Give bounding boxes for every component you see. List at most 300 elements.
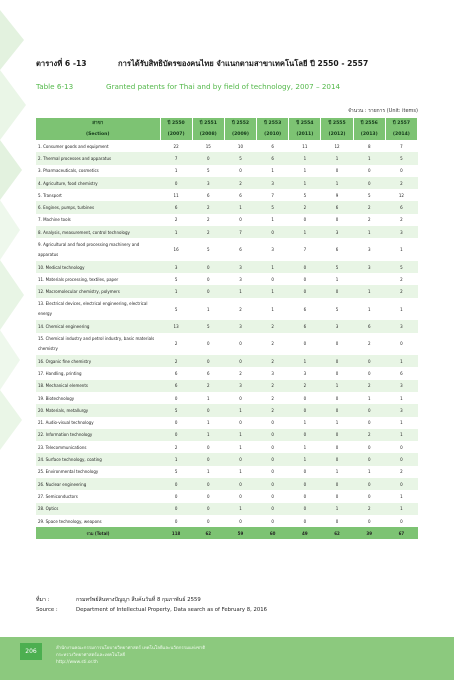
footer-link[interactable]: http://www.sti.or.th <box>56 660 98 665</box>
table-row <box>36 273 418 285</box>
header-row-years <box>36 118 418 129</box>
row-label: 4. Agriculture, food chemistry <box>36 177 160 189</box>
cell-value: 0 <box>160 503 192 515</box>
decorative-triangles <box>0 10 40 490</box>
cell-value: 6 <box>321 201 353 213</box>
row-label: 5. Transport <box>38 192 62 198</box>
cell-value: 0 <box>271 276 274 282</box>
table-row <box>36 152 418 164</box>
cell-value: 1 <box>321 177 353 189</box>
cell-value: 0 <box>335 518 339 524</box>
cell-value: 8 <box>367 143 371 149</box>
row-label: 20. Materials, metallurgy <box>36 404 160 416</box>
footer-line: กระทรวงวิทยาศาสตร์และเทคโนโลยี <box>56 653 125 658</box>
cell-value: 22 <box>173 143 179 149</box>
cell-value: 1 <box>400 493 403 499</box>
cell-value: 0 <box>174 395 178 401</box>
cell-value: 1 <box>289 152 321 164</box>
cell-value: 2 <box>385 177 417 189</box>
cell-value: 1 <box>321 152 353 164</box>
cell-value: 1 <box>303 444 307 450</box>
cell-value: 6 <box>239 247 242 253</box>
header-field-english: (Section) <box>36 129 160 140</box>
cell-value: 2 <box>239 306 242 312</box>
row-label: 7. Machine tools <box>38 217 71 223</box>
cell-value: 6 <box>385 201 417 213</box>
cell-value: 2 <box>400 276 403 282</box>
cell-value: 1 <box>335 420 339 426</box>
cell-value: 3 <box>192 177 224 189</box>
header-year-english: (2011) <box>289 129 321 140</box>
cell-value: 5 <box>207 168 210 174</box>
page-number: 206 <box>20 643 42 660</box>
cell-value: 11 <box>173 192 179 198</box>
cell-value: 2 <box>224 177 256 189</box>
cell-value: 3 <box>239 276 242 282</box>
cell-value: 0 <box>385 453 417 465</box>
cell-value: 0 <box>335 493 339 499</box>
cell-value: 6 <box>174 371 178 376</box>
cell-value: 1 <box>207 420 210 426</box>
table-row <box>36 503 418 515</box>
cell-value: 0 <box>367 420 371 426</box>
cell-value: 1 <box>335 276 339 282</box>
cell-value: 0 <box>207 341 210 347</box>
header-year-english: (2013) <box>353 129 385 140</box>
table-row <box>36 214 418 226</box>
cell-value: 0 <box>192 453 224 465</box>
table-row <box>36 441 418 453</box>
cell-value: 6 <box>271 143 274 149</box>
cell-value: 5 <box>224 152 256 164</box>
cell-value: 0 <box>192 503 224 515</box>
cell-value: 0 <box>207 444 210 450</box>
row-label: 11. Materials processing, textiles, paper <box>38 276 119 282</box>
cell-value: 0 <box>303 341 307 347</box>
cell-value: 3 <box>321 226 353 238</box>
cell-value: 0 <box>257 453 289 465</box>
header-year-thai: ปี 2555 <box>321 118 353 129</box>
cell-value: 3 <box>224 320 256 332</box>
cell-value: 2 <box>257 355 289 367</box>
cell-value: 1 <box>160 453 192 465</box>
cell-value: 2 <box>400 217 403 223</box>
cell-value: 6 <box>400 371 403 376</box>
cell-value: 0 <box>303 276 307 282</box>
source-label-thai: ที่มา : <box>36 597 50 603</box>
cell-value: 2 <box>257 404 289 416</box>
cell-value: 5 <box>207 247 210 253</box>
cell-value: 7 <box>303 247 307 253</box>
row-label: 8. Analysis, measurement, control technology <box>36 226 160 238</box>
row-label: 17. Handling, printing <box>38 371 82 376</box>
cell-value: 1 <box>224 429 256 441</box>
cell-value: 1 <box>192 429 224 441</box>
row-label: 10. Medical technology <box>36 261 160 273</box>
source-text-english: Department of Intellectual Property, Data search as of February 8, 2016 <box>76 607 267 613</box>
page-title-thai <box>36 58 368 70</box>
cell-value: 1 <box>385 355 417 367</box>
row-label: 25. Environmental technology <box>38 469 99 475</box>
table-row <box>36 140 418 152</box>
cell-value: 0 <box>239 420 242 426</box>
cell-value: 3 <box>224 380 256 392</box>
cell-value: 7 <box>160 152 192 164</box>
cell-value: 0 <box>207 493 210 499</box>
cell-value: 5 <box>174 469 178 475</box>
cell-value: 0 <box>257 226 289 238</box>
cell-value: 0 <box>289 285 321 297</box>
cell-value: 1 <box>224 285 256 297</box>
cell-value: 0 <box>257 429 289 441</box>
cell-value: 0 <box>335 341 339 347</box>
cell-value: 1 <box>321 380 353 392</box>
cell-value: 1 <box>400 306 403 312</box>
cell-value: 5 <box>174 276 178 282</box>
cell-value: 0 <box>271 469 274 475</box>
table-row <box>36 466 418 478</box>
cell-value: 3 <box>367 247 371 253</box>
unit-note: จำนวน : รายการ (Unit: items) <box>347 108 418 114</box>
cell-value: 12 <box>334 143 340 149</box>
cell-value: 1 <box>335 469 339 475</box>
table-row <box>36 367 418 379</box>
source-note <box>36 596 267 618</box>
table-row <box>36 165 418 177</box>
cell-value: 5 <box>385 261 417 273</box>
cell-value: 1 <box>160 226 192 238</box>
cell-value: 5 <box>192 320 224 332</box>
cell-value: 1 <box>239 469 242 475</box>
cell-value: 0 <box>303 518 307 524</box>
cell-value: 1 <box>321 503 353 515</box>
cell-value: 0 <box>335 395 339 401</box>
cell-value: 0 <box>353 478 385 490</box>
cell-value: 0 <box>321 355 353 367</box>
table-row <box>36 298 418 321</box>
row-label: 28. Optics <box>36 503 160 515</box>
table-row <box>36 404 418 416</box>
cell-value: 1 <box>385 503 417 515</box>
cell-value: 0 <box>321 285 353 297</box>
cell-value: 6 <box>257 152 289 164</box>
cell-value: 0 <box>160 478 192 490</box>
cell-value: 2 <box>271 395 274 401</box>
cell-value: 6 <box>335 247 339 253</box>
cell-value: 2 <box>192 226 224 238</box>
cell-value: 5 <box>335 306 339 312</box>
cell-value: 5 <box>385 152 417 164</box>
row-label: 1. Consumer goods and equipment <box>38 143 109 149</box>
cell-value: 0 <box>239 341 242 347</box>
cell-value: 0 <box>335 371 339 376</box>
cell-value: 0 <box>400 518 403 524</box>
cell-value: 1 <box>271 168 274 174</box>
cell-value: 0 <box>289 503 321 515</box>
cell-value: 0 <box>353 177 385 189</box>
cell-value: 0 <box>271 493 274 499</box>
cell-value: 3 <box>160 261 192 273</box>
row-label: 12. Macromolecular chemistry, polymers <box>36 285 160 297</box>
cell-value: 3 <box>385 226 417 238</box>
row-label: 16. Organic fine chemistry <box>36 355 160 367</box>
cell-value: 15 <box>205 143 211 149</box>
cell-value: 0 <box>321 453 353 465</box>
cell-value: 3 <box>303 371 307 376</box>
cell-value: 13 <box>160 320 192 332</box>
cell-value: 0 <box>224 453 256 465</box>
table-row <box>36 355 418 367</box>
cell-value: 0 <box>289 404 321 416</box>
cell-value: 0 <box>160 429 192 441</box>
cell-value: 1 <box>174 168 178 174</box>
cell-value: 7 <box>400 143 403 149</box>
cell-value: 1 <box>289 177 321 189</box>
cell-value: 1 <box>353 285 385 297</box>
source-label-english: Source : <box>36 607 58 613</box>
cell-value: 1 <box>239 444 242 450</box>
cell-value: 0 <box>192 261 224 273</box>
cell-value: 16 <box>173 247 179 253</box>
cell-value: 0 <box>224 478 256 490</box>
cell-value: 2 <box>353 380 385 392</box>
header-year-thai: ปี 2551 <box>192 118 224 129</box>
cell-value: 0 <box>192 152 224 164</box>
cell-value: 0 <box>400 341 403 347</box>
cell-value: 6 <box>289 320 321 332</box>
row-label: 15. Chemical industry and petrol industry, basic materials chemistry <box>38 335 155 351</box>
header-field-thai: สาขา <box>36 118 160 129</box>
row-label: 21. Audio-visual technology <box>38 420 94 426</box>
header-year-thai: ปี 2557 <box>385 118 417 129</box>
cell-value <box>353 273 385 285</box>
total-value: 62 <box>192 527 224 539</box>
patents-table <box>36 118 418 539</box>
total-value: 49 <box>289 527 321 539</box>
cell-value: 12 <box>398 192 404 198</box>
row-label: 3. Pharmaceuticals, cosmetics <box>38 168 99 174</box>
cell-value: 0 <box>257 503 289 515</box>
cell-value: 0 <box>174 420 178 426</box>
cell-value: 5 <box>303 192 307 198</box>
cell-value: 0 <box>385 478 417 490</box>
cell-value: 0 <box>207 518 210 524</box>
cell-value: 6 <box>207 371 210 376</box>
header-year-thai: ปี 2552 <box>224 118 256 129</box>
cell-value: 2 <box>160 355 192 367</box>
cell-value: 2 <box>289 380 321 392</box>
cell-value: 0 <box>321 478 353 490</box>
cell-value: 0 <box>239 168 242 174</box>
row-label: 2. Thermal processes and apparatus <box>36 152 160 164</box>
table-row <box>36 417 418 429</box>
cell-value: 0 <box>239 493 242 499</box>
cell-value: 0 <box>192 285 224 297</box>
cell-value: 0 <box>303 493 307 499</box>
total-label: รวม (Total) <box>36 527 160 539</box>
cell-value: 0 <box>321 429 353 441</box>
cell-value: 0 <box>289 429 321 441</box>
cell-value: 0 <box>271 444 274 450</box>
header-year-thai: ปี 2550 <box>160 118 192 129</box>
table-row <box>36 189 418 201</box>
cell-value: 2 <box>192 380 224 392</box>
cell-value: 1 <box>224 503 256 515</box>
table-row <box>36 453 418 465</box>
header-year-english: (2014) <box>385 129 417 140</box>
cell-value: 1 <box>367 395 371 401</box>
cell-value: 3 <box>385 404 417 416</box>
total-value: 60 <box>257 527 289 539</box>
cell-value: 2 <box>174 217 178 223</box>
cell-value: 5 <box>367 192 371 198</box>
cell-value: 0 <box>303 395 307 401</box>
cell-value: 0 <box>400 168 403 174</box>
cell-value: 0 <box>335 168 339 174</box>
cell-value: 0 <box>289 478 321 490</box>
table-row <box>36 238 418 261</box>
cell-value: 9 <box>335 192 339 198</box>
table-number-thai: ตารางที่ 6 -13 <box>36 59 87 68</box>
cell-value: 1 <box>207 469 210 475</box>
cell-value: 1 <box>400 247 403 253</box>
cell-value: 0 <box>271 420 274 426</box>
cell-value: 2 <box>271 341 274 347</box>
cell-value: 2 <box>367 217 371 223</box>
header-year-thai: ปี 2556 <box>353 118 385 129</box>
cell-value: 2 <box>174 444 178 450</box>
cell-value: 0 <box>239 518 242 524</box>
cell-value: 3 <box>385 380 417 392</box>
row-label: 24. Surface technology, coating <box>36 453 160 465</box>
cell-value: 1 <box>353 152 385 164</box>
cell-value: 0 <box>353 404 385 416</box>
total-value: 67 <box>385 527 417 539</box>
cell-value: 11 <box>302 143 308 149</box>
row-label: 13. Electrical devices, electrical engineering, electrical energy <box>38 301 148 317</box>
header-row-years-en <box>36 129 418 140</box>
cell-value: 1 <box>257 285 289 297</box>
page-title-english <box>36 82 340 91</box>
cell-value: 0 <box>239 395 242 401</box>
table-number-english: Table 6-13 <box>36 82 74 91</box>
total-row <box>36 527 418 539</box>
cell-value: 1 <box>224 201 256 213</box>
cell-value: 6 <box>303 306 307 312</box>
cell-value: 1 <box>271 217 274 223</box>
row-label: 9. Agricultural and food processing machinery and apparatus <box>38 241 140 257</box>
cell-value: 5 <box>257 201 289 213</box>
cell-value: 1 <box>367 306 371 312</box>
cell-value: 6 <box>353 320 385 332</box>
cell-value: 0 <box>192 478 224 490</box>
row-label: 6. Engines, pumps, turbines <box>36 201 160 213</box>
cell-value: 0 <box>289 261 321 273</box>
cell-value: 5 <box>174 306 178 312</box>
cell-value: 2 <box>353 429 385 441</box>
cell-value: 3 <box>224 261 256 273</box>
source-text-thai: กรมทรัพย์สินทางปัญญา สืบค้นวันที่ 8 กุมภาพันธ์ 2559 <box>76 597 201 603</box>
cell-value: 5 <box>321 261 353 273</box>
table-row <box>36 320 418 332</box>
total-value: 59 <box>224 527 256 539</box>
cell-value: 2 <box>192 201 224 213</box>
cell-value: 5 <box>160 404 192 416</box>
cell-value: 1 <box>289 226 321 238</box>
footer-line: สำนักงานคณะกรรมการนโยบายวิทยาศาสตร์ เทคโนโลยีและนวัตกรรมแห่งชาติ <box>56 646 206 651</box>
cell-value: 0 <box>174 518 178 524</box>
cell-value: 6 <box>239 192 242 198</box>
header-year-english: (2008) <box>192 129 224 140</box>
total-value: 118 <box>160 527 192 539</box>
cell-value: 1 <box>400 395 403 401</box>
cell-value: 2 <box>400 469 403 475</box>
cell-value: 0 <box>257 478 289 490</box>
header-year-english: (2010) <box>257 129 289 140</box>
cell-value: 0 <box>367 493 371 499</box>
row-label: 23. Telecommunications <box>38 444 87 450</box>
cell-value: 0 <box>353 453 385 465</box>
cell-value: 10 <box>237 143 244 149</box>
cell-value: 1 <box>303 420 307 426</box>
cell-value: 1 <box>271 306 274 312</box>
table-row <box>36 515 418 527</box>
row-label: 22. Information technology <box>36 429 160 441</box>
cell-value: 0 <box>321 404 353 416</box>
cell-value: 1 <box>160 285 192 297</box>
cell-value: 6 <box>160 380 192 392</box>
cell-value: 0 <box>271 518 274 524</box>
cell-value: 0 <box>335 444 339 450</box>
header-year-thai: ปี 2554 <box>289 118 321 129</box>
cell-value: 0 <box>303 217 307 223</box>
cell-value: 0 <box>367 168 371 174</box>
cell-value: 1 <box>367 469 371 475</box>
cell-value: 3 <box>271 371 274 376</box>
cell-value: 0 <box>192 355 224 367</box>
total-value: 39 <box>353 527 385 539</box>
row-label: 26. Nuclear engineering <box>36 478 160 490</box>
cell-value: 2 <box>174 341 178 347</box>
cell-value: 2 <box>367 341 371 347</box>
table-row <box>36 261 418 273</box>
table-row <box>36 333 418 356</box>
title-text-english: Granted patents for Thai and by field of technology, 2007 – 2014 <box>106 82 341 91</box>
cell-value: 3 <box>271 247 274 253</box>
cell-value: 2 <box>207 217 210 223</box>
title-text-thai: การได้รับสิทธิบัตรของคนไทย จำแนกตามสาขาเทคโนโลยี ปี 2550 - 2557 <box>118 59 369 68</box>
table-row <box>36 380 418 392</box>
cell-value: 3 <box>257 177 289 189</box>
header-year-english: (2012) <box>321 129 353 140</box>
cell-value: 1 <box>289 453 321 465</box>
table-row <box>36 429 418 441</box>
cell-value: 3 <box>321 320 353 332</box>
cell-value: 2 <box>385 285 417 297</box>
table-row <box>36 392 418 404</box>
cell-value: 1 <box>303 168 307 174</box>
header-year-english: (2007) <box>160 129 192 140</box>
cell-value: 0 <box>160 177 192 189</box>
cell-value: 3 <box>385 320 417 332</box>
row-label: 19. Biotechnology <box>38 395 75 401</box>
cell-value: 2 <box>239 371 242 376</box>
cell-value: 0 <box>174 493 178 499</box>
table-row <box>36 177 418 189</box>
row-label: 27. Semiconductors <box>38 493 78 499</box>
cell-value: 2 <box>257 320 289 332</box>
cell-value: 0 <box>335 217 339 223</box>
